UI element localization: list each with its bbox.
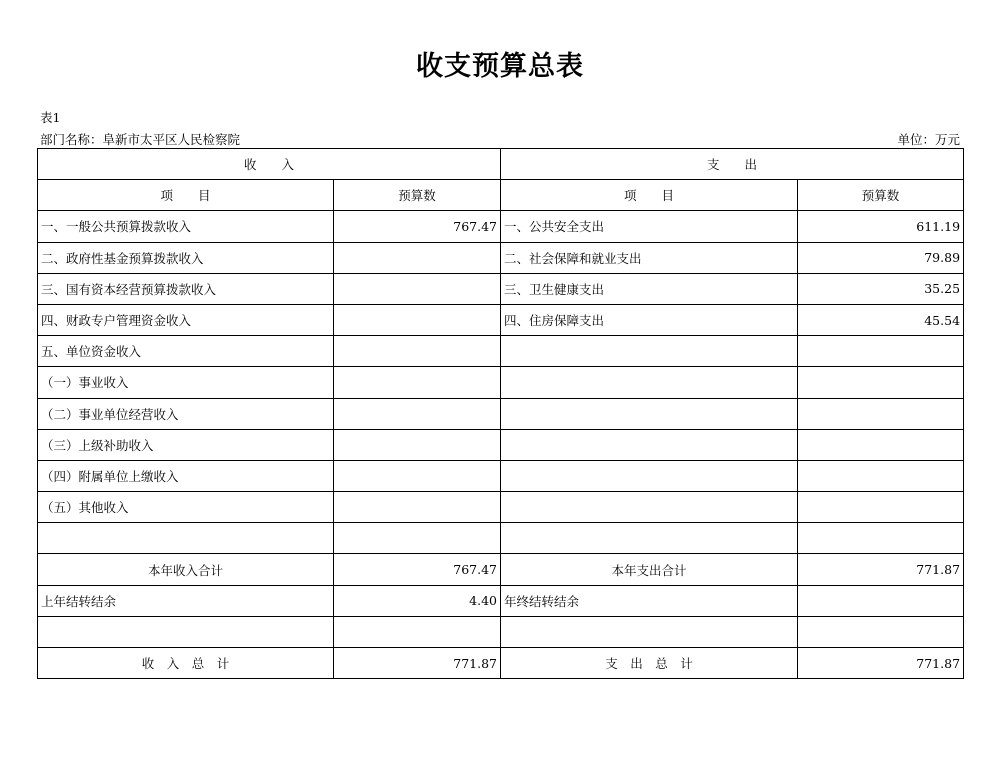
income-value — [334, 492, 501, 523]
empty-row — [38, 616, 964, 647]
expense-value — [798, 429, 964, 460]
table-row — [38, 367, 964, 398]
expense-item-header: 项 目 — [501, 180, 798, 211]
year-expense-total-value: 771.87 — [798, 554, 964, 585]
income-grand-total-label: 收 入 总 计 — [38, 648, 334, 679]
income-item: （三）上级补助收入 — [38, 429, 334, 460]
table-row — [38, 336, 964, 367]
income-item: 一、一般公共预算拨款收入 — [38, 211, 334, 242]
expense-value — [798, 336, 964, 367]
expense-value: 79.89 — [798, 242, 964, 273]
expense-value — [798, 523, 964, 554]
income-item: （五）其他收入 — [38, 492, 334, 523]
expense-item: 三、卫生健康支出 — [501, 273, 798, 304]
empty-cell — [38, 616, 334, 647]
expense-item — [501, 398, 798, 429]
expense-budget-header: 预算数 — [798, 180, 964, 211]
expense-value — [798, 398, 964, 429]
income-item: （一）事业收入 — [38, 367, 334, 398]
expense-value — [798, 492, 964, 523]
expense-item — [501, 336, 798, 367]
income-value — [334, 336, 501, 367]
income-item-header: 项 目 — [38, 180, 334, 211]
year-income-total-label: 本年收入合计 — [38, 554, 334, 585]
table-row — [38, 429, 964, 460]
department-name: 部门名称：阜新市太平区人民检察院 — [40, 132, 241, 147]
grand-total-row — [38, 648, 964, 679]
expense-grand-total-label: 支 出 总 计 — [501, 648, 798, 679]
income-value — [334, 304, 501, 335]
expense-item: 一、公共安全支出 — [501, 211, 798, 242]
table-row — [38, 460, 964, 491]
income-value — [334, 398, 501, 429]
income-grand-total-value: 771.87 — [334, 648, 501, 679]
expense-grand-total-value: 771.87 — [798, 648, 964, 679]
expense-value: 45.54 — [798, 304, 964, 335]
income-value — [334, 429, 501, 460]
income-budget-header: 预算数 — [334, 180, 501, 211]
table-number: 表1 — [40, 110, 61, 125]
budget-table — [37, 148, 964, 679]
carryover-row — [38, 585, 964, 616]
expense-value — [798, 460, 964, 491]
income-item: 五、单位资金收入 — [38, 336, 334, 367]
carry-out-value — [798, 585, 964, 616]
table-row — [38, 398, 964, 429]
table-row — [38, 242, 964, 273]
expense-item — [501, 429, 798, 460]
income-item: （二）事业单位经营收入 — [38, 398, 334, 429]
section-header-row — [38, 149, 964, 180]
carry-out-label: 年终结转结余 — [501, 585, 798, 616]
table-row — [38, 492, 964, 523]
page-title: 收支预算总表 — [416, 51, 584, 82]
income-item: 三、国有资本经营预算拨款收入 — [38, 273, 334, 304]
column-header-row — [38, 180, 964, 211]
table-row — [38, 211, 964, 242]
income-value — [334, 460, 501, 491]
income-item: （四）附属单位上缴收入 — [38, 460, 334, 491]
year-expense-total-label: 本年支出合计 — [501, 554, 798, 585]
expense-item — [501, 523, 798, 554]
expense-item: 二、社会保障和就业支出 — [501, 242, 798, 273]
income-item: 二、政府性基金预算拨款收入 — [38, 242, 334, 273]
expense-value: 611.19 — [798, 211, 964, 242]
year-total-row — [38, 554, 964, 585]
expense-section-header: 支 出 — [501, 149, 964, 180]
year-income-total-value: 767.47 — [334, 554, 501, 585]
income-value — [334, 367, 501, 398]
carry-in-value: 4.40 — [334, 585, 501, 616]
expense-value — [798, 367, 964, 398]
empty-cell — [334, 616, 501, 647]
income-value — [334, 242, 501, 273]
table-row — [38, 304, 964, 335]
unit-label: 单位：万元 — [897, 132, 960, 147]
expense-item: 四、住房保障支出 — [501, 304, 798, 335]
income-item: 四、财政专户管理资金收入 — [38, 304, 334, 335]
carry-in-label: 上年结转结余 — [38, 585, 334, 616]
income-value — [334, 523, 501, 554]
income-value — [334, 273, 501, 304]
expense-item — [501, 460, 798, 491]
expense-item — [501, 492, 798, 523]
expense-item — [501, 367, 798, 398]
table-row — [38, 273, 964, 304]
table-row — [38, 523, 964, 554]
empty-cell — [501, 616, 798, 647]
income-section-header: 收 入 — [38, 149, 501, 180]
empty-cell — [798, 616, 964, 647]
income-value: 767.47 — [334, 211, 501, 242]
income-item — [38, 523, 334, 554]
expense-value: 35.25 — [798, 273, 964, 304]
